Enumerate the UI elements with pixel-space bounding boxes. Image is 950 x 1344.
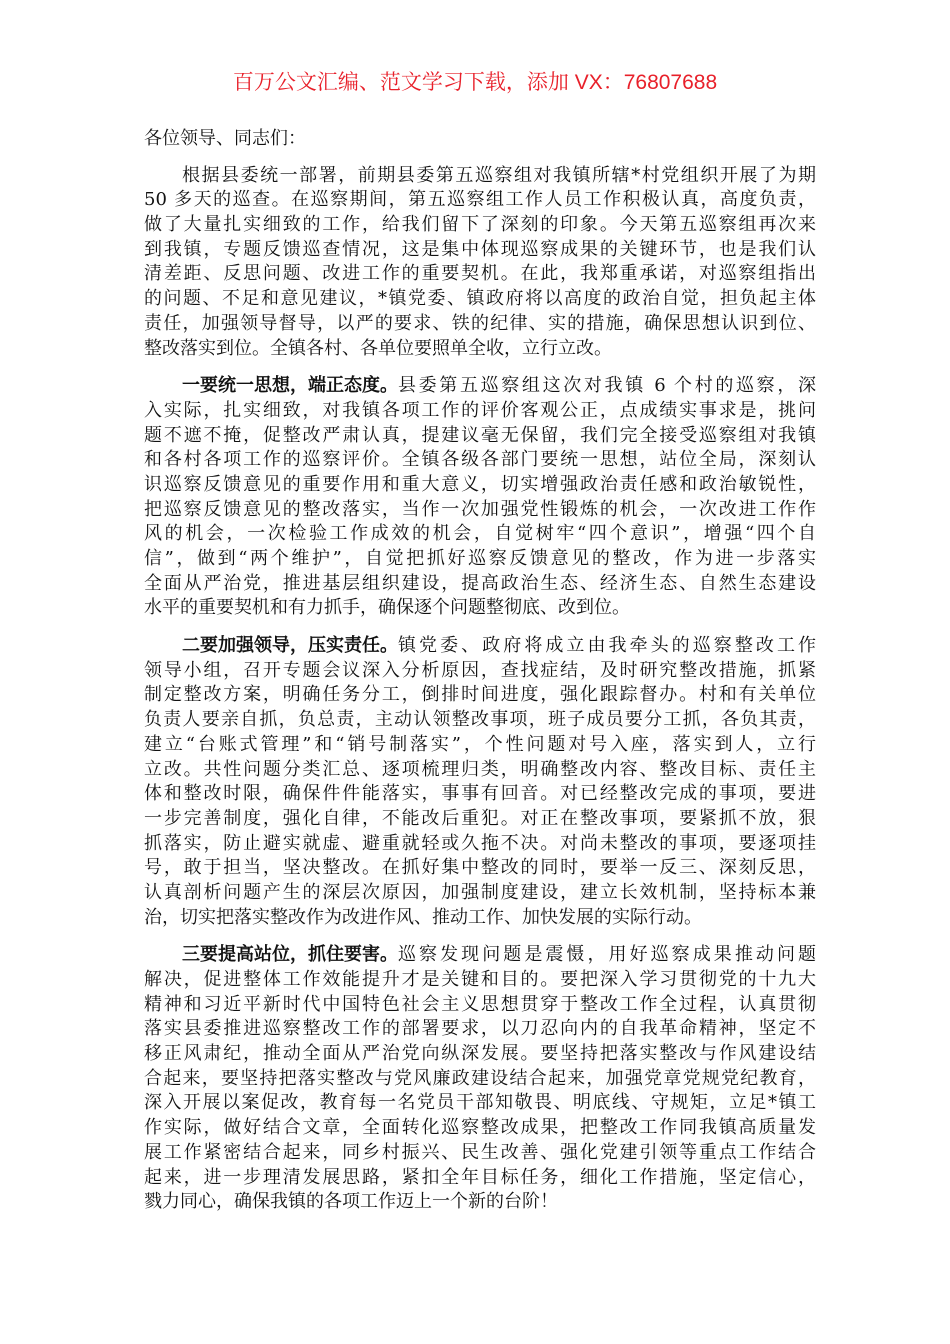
text-line [144, 832, 816, 857]
text-line [144, 1141, 816, 1166]
line-text: 做了大量扎实细致的工作，给我们留下了深刻的印象。今天第五巡察组再次来 [144, 214, 816, 236]
line-text: 认真剖析问题产生的深层次原因，加强制度建设，建立长效机制，坚持标本兼 [144, 881, 816, 903]
line-text: 县委第五巡察组这次对我镇 6 个村的巡察，深 [398, 375, 816, 397]
line-text: 展工作紧密结合起来，同乡村振兴、民生改善、强化党建引领等重点工作结合 [144, 1141, 816, 1163]
text-line [144, 733, 816, 758]
text-line [144, 1091, 816, 1116]
text-line [144, 1116, 816, 1141]
text-line [144, 1166, 816, 1191]
text-line [144, 213, 816, 238]
line-text: 落实县委推进巡察整改工作的部署要求，以刀忍向内的自我革命精神，坚定不 [144, 1018, 816, 1040]
line-text: 精神和习近平新时代中国特色社会主义思想贯穿于整改工作全过程，认真贯彻 [144, 993, 816, 1015]
paragraph [144, 374, 816, 621]
text-line [144, 1042, 816, 1067]
text-line [144, 659, 816, 684]
line-text: 领导小组，召开专题会议深入分析原因，查找症结，及时研究整改措施，抓紧 [144, 659, 816, 681]
line-text: 责任，加强领导督导，以严的要求、铁的纪律、实的措施，确保思想认识到位、 [144, 312, 816, 334]
text-line [144, 188, 816, 213]
line-text: 识巡察反馈意见的重要作用和重大意义，切实增强政治责任感和政治敏锐性， [144, 473, 816, 495]
text-line [144, 596, 816, 621]
text-line [144, 448, 816, 473]
line-text: 解决，促进整体工作效能提升才是关键和目的。要把深入学习贯彻党的十九大 [144, 969, 816, 990]
line-text: 起来，进一步理清发展思路，紧扣全年目标任务，细化工作措施，坚定信心， [144, 1166, 816, 1188]
line-text: 作实际，做好结合文章，全面转化巡察整改成果，把整改工作同我镇高质量发 [144, 1117, 816, 1139]
paragraph-heading: 一要统一思想，端正态度。 [182, 375, 398, 397]
paragraph [144, 164, 816, 362]
text-line [144, 337, 816, 362]
text-line [144, 164, 816, 189]
line-text: 负责人要亲自抓，负总责，主动认领整改事项，班子成员要分工抓，各负其责， [144, 709, 816, 731]
line-text: 入实际，扎实细致，对我镇各项工作的评价客观公正，点成绩实事求是，挑问 [144, 399, 816, 421]
line-text: 50 多天的巡查。在巡察期间，第五巡察组工作人员工作积极认真，高度负责， [144, 189, 816, 211]
text-line [144, 683, 816, 708]
text-line [144, 498, 816, 523]
line-text: 的问题、不足和意见建议，*镇党委、镇政府将以高度的政治自觉，担负起主体 [144, 288, 816, 310]
text-line [144, 968, 816, 993]
text-line [144, 881, 816, 906]
paragraphs [144, 164, 816, 1215]
text-line [144, 634, 816, 659]
line-text: 号，敢于担当，坚决整改。在抓好集中整改的同时，要举一反三、深刻反思， [144, 857, 816, 879]
text-line [144, 374, 816, 399]
text-line [144, 547, 816, 572]
line-text: 把巡察反馈意见的整改落实，当作一次加强党性锻炼的机会，一次改进工作作 [144, 498, 816, 520]
line-text: 体和整改时限，确保件件能落实，事事有回音。对已经整改完成的事项，要进 [144, 783, 816, 805]
text-line [144, 856, 816, 881]
line-text: 风的机会，一次检验工作成效的机会，自觉树牢“四个意识”，增强“四个自 [144, 523, 816, 545]
text-line [144, 807, 816, 832]
line-text: 根据县委统一部署，前期县委第五巡察组对我镇所辖*村党组织开展了为期 [182, 164, 816, 186]
line-text: 抓落实，防止避实就虚、避重就轻或久拖不决。对尚未整改的事项，要逐项挂 [144, 832, 816, 854]
text-line [144, 572, 816, 597]
text-line [144, 238, 816, 263]
greeting: 各位领导、同志们： [144, 128, 306, 149]
line-text: 全面从严治党，推进基层组织建设，提高政治生态、经济生态、自然生态建设 [144, 572, 816, 594]
text-line [144, 522, 816, 547]
text-line [144, 312, 816, 337]
document-body [144, 127, 816, 1228]
paragraph [144, 943, 816, 1215]
paragraph-heading: 二要加强领导，压实责任。 [182, 635, 398, 657]
text-line [144, 262, 816, 287]
line-text: 巡察发现问题是震慑，用好巡察成果推动问题 [398, 944, 816, 966]
text-line [144, 473, 816, 498]
line-text: 题不遮不掩，促整改严肃认真，提建议毫无保留，我们完全接受巡察组对我镇 [144, 424, 816, 446]
line-text: 和各村各项工作的巡察评价。全镇各级各部门要统一思想，站位全局，深刻认 [144, 449, 816, 471]
text-line [144, 399, 816, 424]
line-text: 戮力同心，确保我镇的各项工作迈上一个新的台阶！ [144, 1191, 558, 1213]
text-line [144, 782, 816, 807]
line-text: 清差距、反思问题、改进工作的重要契机。在此，我郑重承诺，对巡察组指出 [144, 263, 816, 285]
line-text: 水平的重要契机和有力抓手，确保逐个问题整彻底、改到位。 [144, 597, 630, 619]
paragraph [144, 634, 816, 930]
text-line [144, 758, 816, 783]
line-text: 建立“台账式管理”和“销号制落实”，个性问题对号入座，落实到人，立行 [144, 733, 816, 755]
line-text: 立改。共性问题分类汇总、逐项梳理归类，明确整改内容、整改目标、责任主 [144, 758, 816, 780]
line-text: 深入开展以案促改，教育每一名党员干部知敬畏、明底线、守规矩，立足*镇工 [144, 1092, 816, 1114]
line-text: 制定整改方案，明确任务分工，倒排时间进度，强化跟踪督办。村和有关单位 [144, 684, 816, 706]
watermark-header: 百万公文汇编、范文学习下载，添加 VX：76807688 [232, 71, 718, 94]
line-text: 到我镇，专题反馈巡查情况，这是集中体现巡察成果的关键环节，也是我们认 [144, 238, 816, 260]
text-line [144, 287, 816, 312]
text-line [144, 708, 816, 733]
text-line [144, 1190, 816, 1215]
text-line [144, 424, 816, 449]
paragraph-heading: 三要提高站位，抓住要害。 [182, 944, 398, 966]
line-text: 移正风肃纪，推动全面从严治党向纵深发展。要坚持把落实整改与作风建设结 [144, 1043, 816, 1065]
line-text: 治，切实把落实整改作为改进作风、推动工作、加快发展的实际行动。 [144, 906, 702, 928]
text-line [144, 1017, 816, 1042]
text-line [144, 1067, 816, 1092]
line-text: 一步完善制度，强化自律，不能改后重犯。对正在整改事项，要紧抓不放，狠 [144, 807, 816, 829]
text-line [144, 906, 816, 931]
line-text: 合起来，要坚持把落实整改与党风廉政建设结合起来，加强党章党规党纪教育， [144, 1067, 816, 1089]
line-text: 镇党委、政府将成立由我牵头的巡察整改工作 [398, 635, 816, 657]
text-line [144, 943, 816, 968]
line-text: 信”，做到“两个维护”，自觉把抓好巡察反馈意见的整改，作为进一步落实 [144, 548, 816, 569]
text-line [144, 993, 816, 1018]
line-text: 整改落实到位。全镇各村、各单位要照单全收，立行立改。 [144, 337, 612, 359]
